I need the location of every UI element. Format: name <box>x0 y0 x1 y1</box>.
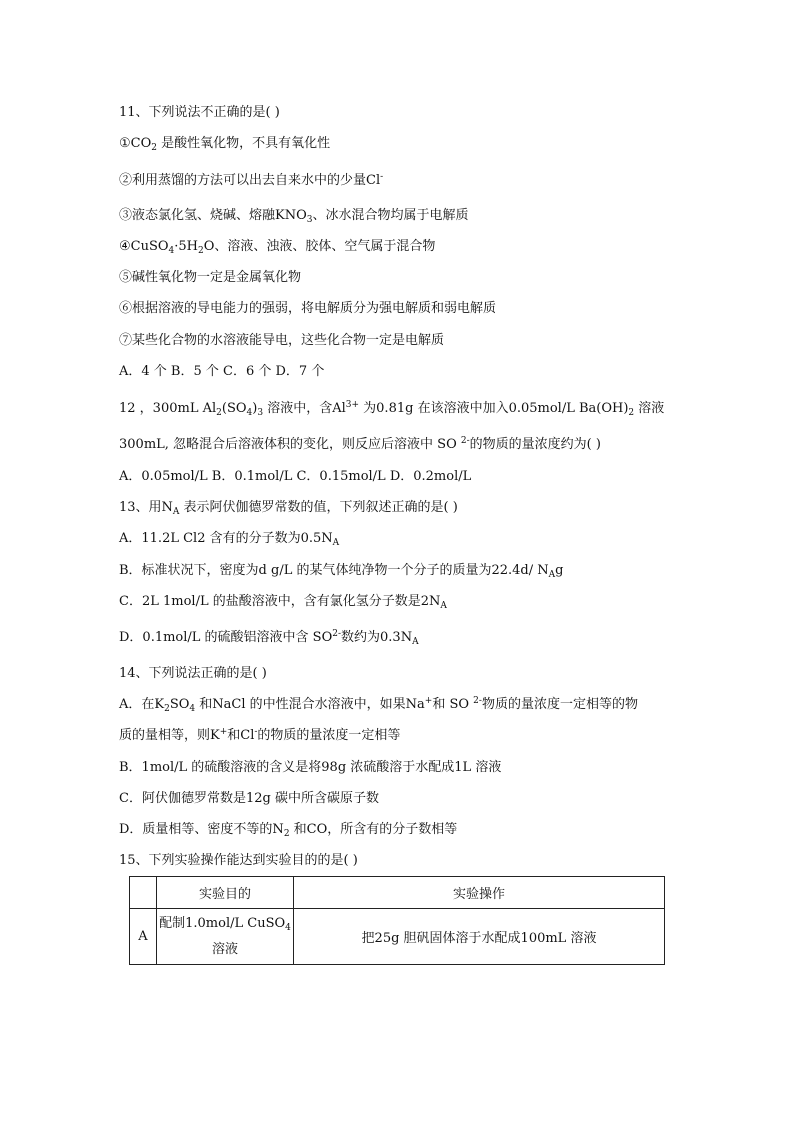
experiment-table <box>129 876 665 965</box>
q14-option-a-line1: A．在$K_2SO_4$ 和NaCl 的中性混合水溶液中，如果Na+和 SO $^{2-}$物质的量浓度一定相等的物 <box>119 696 638 714</box>
q11-statement-1: $①CO_2$ 是酸性氧化物，不具有氧化性 <box>119 136 331 153</box>
cell-operation-a: 把25g 胆矾固体溶于水配成100mL 溶液 <box>294 909 665 965</box>
q13-option-d: D．0.1mol/L 的硫酸铝溶液中含 $SO^{2-}$数约为$0.3N_A$ <box>119 629 419 647</box>
header-cell-blank <box>130 877 157 909</box>
q14-option-d: D．质量相等、密度不等的$N_2$ 和CO，所含有的分子数相等 <box>119 822 458 839</box>
header-cell-purpose: 实验目的 <box>157 877 294 909</box>
header-cell-operation: 实验操作 <box>294 877 665 909</box>
row-label-a: A <box>130 909 157 965</box>
cell-purpose-a: 配制1.0mol/L CuSO$_4$ 溶液 <box>157 909 294 965</box>
q11-stem: 11、下列说法不正确的是( ) <box>119 105 280 120</box>
q11-statement-2: ②利用蒸馏的方法可以出去自来水中的少量Cl- <box>119 172 384 188</box>
table-row <box>130 909 665 965</box>
q13-option-a: A．11.2L Cl2 含有的分子数为$0.5N_A$ <box>119 531 340 548</box>
q11-statement-5: ⑤碱性氧化物一定是金属氧化物 <box>119 270 302 285</box>
q11-statement-4: $④CuSO_4\cdot 5H_2O$、溶液、浊液、胶体、空气属于混合物 <box>119 239 436 256</box>
q14-option-b: B．1mol/L 的硫酸溶液的含义是将98g 浓硫酸溶于水配成1L 溶液 <box>119 760 502 775</box>
q14-stem: 14、下列说法正确的是( ) <box>119 666 267 681</box>
q12-options: A．0.05mol/L B．0.1mol/L C．0.15mol/L D．0.2mol/L <box>119 469 472 484</box>
q12-stem-line2: 300mL, 忽略混合后溶液体积的变化，则反应后溶液中 SO $^{2-}$的物质的量浓度约为( ) <box>119 436 601 452</box>
q13-option-b: B．标准状况下，密度为d g/L 的某气体纯净物一个分子的质量为22.4d/ $N_Ag$ <box>119 563 564 580</box>
q11-statement-6: ⑥根据溶液的导电能力的强弱，将电解质分为强电解质和弱电解质 <box>119 301 497 316</box>
q11-options: A．4 个 B．5 个 C．6 个 D．7 个 <box>119 364 325 379</box>
q12-stem-line1: 12 ，300mL $Al_2(SO_4)_3$ 溶液中，含$Al^{3+}$ 为0.81g 在该溶液中加入0.05mol/L $Ba(OH)_2$ 溶液 <box>119 400 665 418</box>
q14-option-c: C．阿伏伽德罗常数是12g 碳中所含碳原子数 <box>119 791 379 806</box>
table-header-row <box>130 877 665 909</box>
q13-stem: 13、用$N_A$ 表示阿伏伽德罗常数的值，下列叙述正确的是( ) <box>119 500 458 517</box>
q14-option-a-line2: 质的量相等，则K+和Cl-的物质的量浓度一定相等 <box>119 727 401 743</box>
q15-stem: 15、下列实验操作能达到实验目的的是( ) <box>119 853 358 868</box>
q11-statement-7: ⑦某些化合物的水溶液能导电，这些化合物一定是电解质 <box>119 333 445 348</box>
q11-statement-3: ③液态氯化氢、烧碱、熔融$KNO_3$、冰水混合物均属于电解质 <box>119 208 469 225</box>
q13-option-c: C．2L 1mol/L 的盐酸溶液中，含有氯化氢分子数是$2N_A$ <box>119 594 447 611</box>
